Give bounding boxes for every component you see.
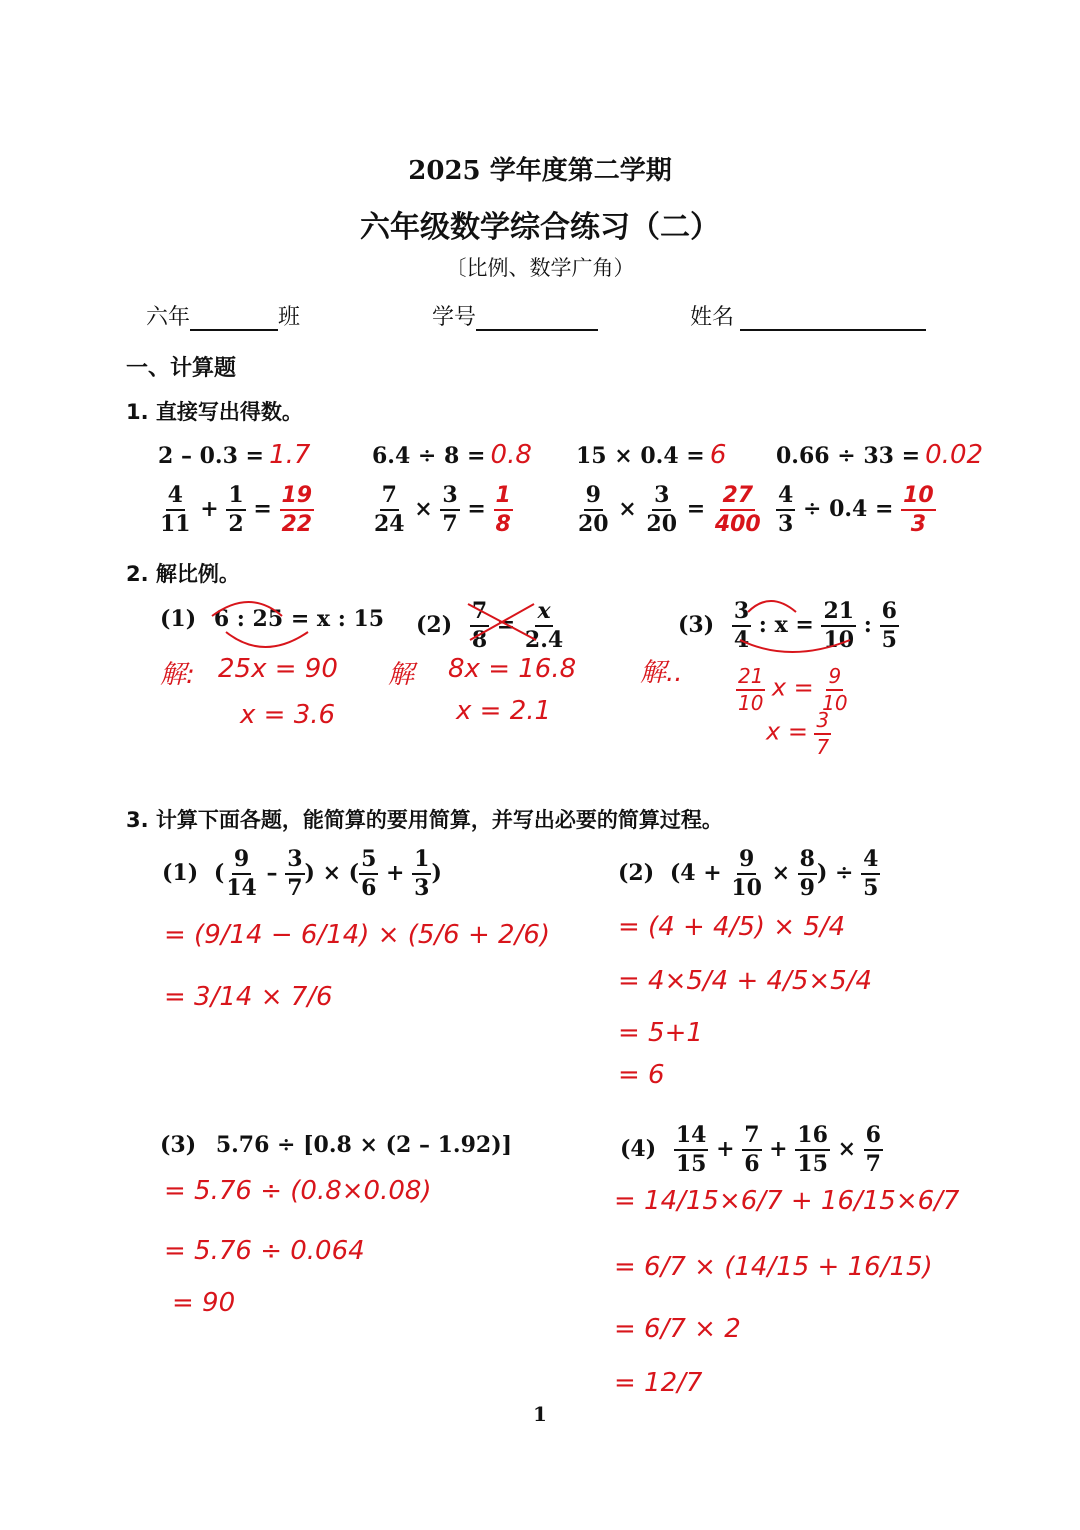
q1-item-3 xyxy=(576,440,726,470)
q1-answer: 1.7 xyxy=(269,440,311,470)
fraction-denominator: 10 xyxy=(823,627,855,654)
problem-expression: 5.76 ÷ [0.8 × (2 – 1.92)] xyxy=(215,1132,513,1158)
ratio-colon: : xyxy=(863,612,872,639)
middle-expression: : x = xyxy=(758,612,814,639)
q1-item-1 xyxy=(158,440,310,470)
q3-p4-work-line-1: = 14/15×6/7 + 16/15×6/7 xyxy=(614,1186,960,1216)
year-term: 2025 学年度第二学期 xyxy=(408,156,672,186)
p1-inner-arc xyxy=(226,632,308,647)
fraction-numerator: x xyxy=(535,600,552,627)
operator: ÷ 0.4 = xyxy=(802,496,894,523)
q3-problem-1: (1) ( $\frac{9}{14}$ – $\frac{3}{7}$ ) × ( $\frac{5}{6}$ + $\frac{1}{3}$ ) xyxy=(162,846,442,902)
question-2-title: 2. 解比例。 xyxy=(126,562,240,586)
equals: = xyxy=(686,496,706,523)
q1-item-8 xyxy=(776,484,936,536)
q3-problem-2: (2) (4 + $\frac{9}{10}$ × $\frac{8}{9}$ ) ÷ $\frac{4}{5}$ xyxy=(618,846,879,902)
fraction-numerator: 3 xyxy=(440,484,459,511)
work-text: x = xyxy=(766,717,808,746)
q1-item-7 xyxy=(576,484,763,536)
student-number-field xyxy=(432,300,598,331)
q1-item-2 xyxy=(372,440,532,470)
answer-denominator: 8 xyxy=(495,512,511,538)
fraction-numerator: 3 xyxy=(814,710,831,735)
class-blank[interactable] xyxy=(190,309,278,331)
proportion-expression: 6 : 25 = x : 15 xyxy=(213,606,385,632)
fraction-numerator: 3 xyxy=(652,484,671,511)
page-number: 1 xyxy=(533,1402,547,1426)
q1-item-5 xyxy=(158,484,314,536)
answer-numerator: 10 xyxy=(901,484,936,511)
q1-item-4 xyxy=(776,440,983,470)
name-field xyxy=(690,300,926,331)
answer-denominator: 400 xyxy=(714,512,761,538)
question-3-title: 3. 计算下面各题，能简算的要用简算，并写出必要的简算过程。 xyxy=(126,808,723,832)
q2-problem-2 xyxy=(416,600,565,652)
work-text: x = xyxy=(771,673,814,702)
q2-problem-3 xyxy=(678,600,899,652)
fraction-numerator: 21 xyxy=(736,666,765,691)
problem-number: (2) xyxy=(618,860,655,887)
q3-problem-3 xyxy=(160,1132,512,1158)
fraction-numerator: 3 xyxy=(732,600,751,627)
q2-p2-work-label: 解 xyxy=(388,660,415,690)
q3-p3-work-line-1: = 5.76 ÷ (0.8×0.08) xyxy=(164,1176,432,1206)
q1-expr: 2 – 0.3 = xyxy=(158,443,264,469)
fraction-denominator: 10 xyxy=(738,691,764,715)
fraction-numerator: 7 xyxy=(380,484,399,511)
question-1-title: 1. 直接写出得数。 xyxy=(126,400,303,424)
answer-denominator: 22 xyxy=(281,512,313,538)
equals: = xyxy=(467,496,486,523)
class-suffix: 班 xyxy=(278,305,301,330)
student-number-label: 学号 xyxy=(432,305,477,330)
fraction-numerator: 1 xyxy=(226,484,245,511)
q3-p2-work-line-2: = 4×5/4 + 4/5×5/4 xyxy=(618,966,873,996)
fraction-denominator: 4 xyxy=(733,627,750,654)
q1-answer: 6 xyxy=(709,440,727,470)
problem-number: (2) xyxy=(416,612,453,639)
fraction-numerator: 9 xyxy=(584,484,603,511)
answer-numerator: 1 xyxy=(494,484,513,511)
problem-number: (1) xyxy=(162,860,199,887)
q3-p4-work-line-2: = 6/7 × (14/15 + 16/15) xyxy=(614,1252,933,1282)
equals: = xyxy=(253,496,272,523)
q3-p2-work-line-1: = (4 + 4/5) × 5/4 xyxy=(618,912,846,942)
fraction-numerator: 7 xyxy=(470,600,489,627)
q3-p3-work-line-2: = 5.76 ÷ 0.064 xyxy=(164,1236,365,1266)
q3-problem-4: (4) $\frac{14}{15}$ + $\frac{7}{6}$ + $\frac{16}{15}$ × $\frac{6}{7}$ xyxy=(620,1122,881,1178)
equals: = xyxy=(496,612,516,639)
fraction-denominator: 3 xyxy=(778,511,794,538)
q2-p3-work-line-2 xyxy=(766,710,831,758)
q2-p1-work-label: 解: xyxy=(160,660,195,690)
q3-p2-work-line-3: = 5+1 xyxy=(618,1018,703,1048)
q3-p1-work-line-1: = (9/14 − 6/14) × (5/6 + 2/6) xyxy=(164,920,551,950)
fraction-denominator: 10 xyxy=(822,691,848,715)
page-title: 六年级数学综合练习（二） xyxy=(360,210,720,245)
q3-p3-work-line-3: = 90 xyxy=(172,1288,236,1318)
problem-number: (3) xyxy=(160,1132,197,1158)
name-label: 姓名 xyxy=(690,305,735,330)
fraction-denominator: 2 xyxy=(228,511,244,538)
operator: × xyxy=(414,496,433,523)
fraction-denominator: 24 xyxy=(374,511,405,538)
problem-number: (3) xyxy=(678,612,715,639)
problem-number: (4) xyxy=(620,1136,657,1163)
fraction-denominator: 7 xyxy=(816,735,830,759)
class-prefix: 六年 xyxy=(146,305,191,330)
q2-p1-work-line-2: x = 3.6 xyxy=(240,700,336,730)
q2-p3-work-label: 解.. xyxy=(640,658,683,688)
q1-answer: 0.8 xyxy=(490,440,532,470)
problem-number: (1) xyxy=(160,606,197,632)
q1-expr: 6.4 ÷ 8 = xyxy=(372,443,486,469)
q1-answer: 0.02 xyxy=(925,440,984,470)
fraction-numerator: 6 xyxy=(880,600,899,627)
page-subtitle: 〔比例、数学广角） xyxy=(445,256,635,280)
q3-p4-work-line-4: = 12/7 xyxy=(614,1368,703,1398)
operator: + xyxy=(200,496,219,523)
class-field xyxy=(146,300,300,331)
answer-denominator: 3 xyxy=(910,512,927,538)
q3-p1-work-line-2: = 3/14 × 7/6 xyxy=(164,982,333,1012)
fraction-denominator: 20 xyxy=(578,511,609,538)
q2-p1-work-line-1: 25x = 90 xyxy=(218,654,338,684)
fraction-numerator: 9 xyxy=(826,666,843,691)
q1-expr: 0.66 ÷ 33 = xyxy=(776,443,921,469)
answer-numerator: 19 xyxy=(280,484,315,511)
answer-numerator: 27 xyxy=(720,484,755,511)
fraction-denominator: 2.4 xyxy=(524,627,564,654)
q2-p3-work-line-1 xyxy=(736,666,850,714)
name-blank[interactable] xyxy=(740,309,926,331)
fraction-denominator: 7 xyxy=(442,511,458,538)
section-title: 一、计算题 xyxy=(126,356,237,381)
q2-problem-1 xyxy=(160,606,384,632)
q3-p4-work-line-3: = 6/7 × 2 xyxy=(614,1314,741,1344)
fraction-numerator: 4 xyxy=(776,484,795,511)
q2-p2-work-line-1: 8x = 16.8 xyxy=(448,654,577,684)
q1-expr: 15 × 0.4 = xyxy=(576,443,705,469)
operator: × xyxy=(618,496,637,523)
fraction-denominator: 5 xyxy=(881,627,897,654)
fraction-numerator: 4 xyxy=(166,484,185,511)
fraction-denominator: 20 xyxy=(646,511,678,538)
fraction-denominator: 11 xyxy=(160,511,191,538)
q3-p2-work-line-4: = 6 xyxy=(618,1060,665,1090)
q2-p2-work-line-2: x = 2.1 xyxy=(456,696,552,726)
q1-item-6 xyxy=(372,484,513,536)
fraction-numerator: 21 xyxy=(821,600,856,627)
fraction-denominator: 8 xyxy=(471,627,488,654)
student-number-blank[interactable] xyxy=(476,309,598,331)
